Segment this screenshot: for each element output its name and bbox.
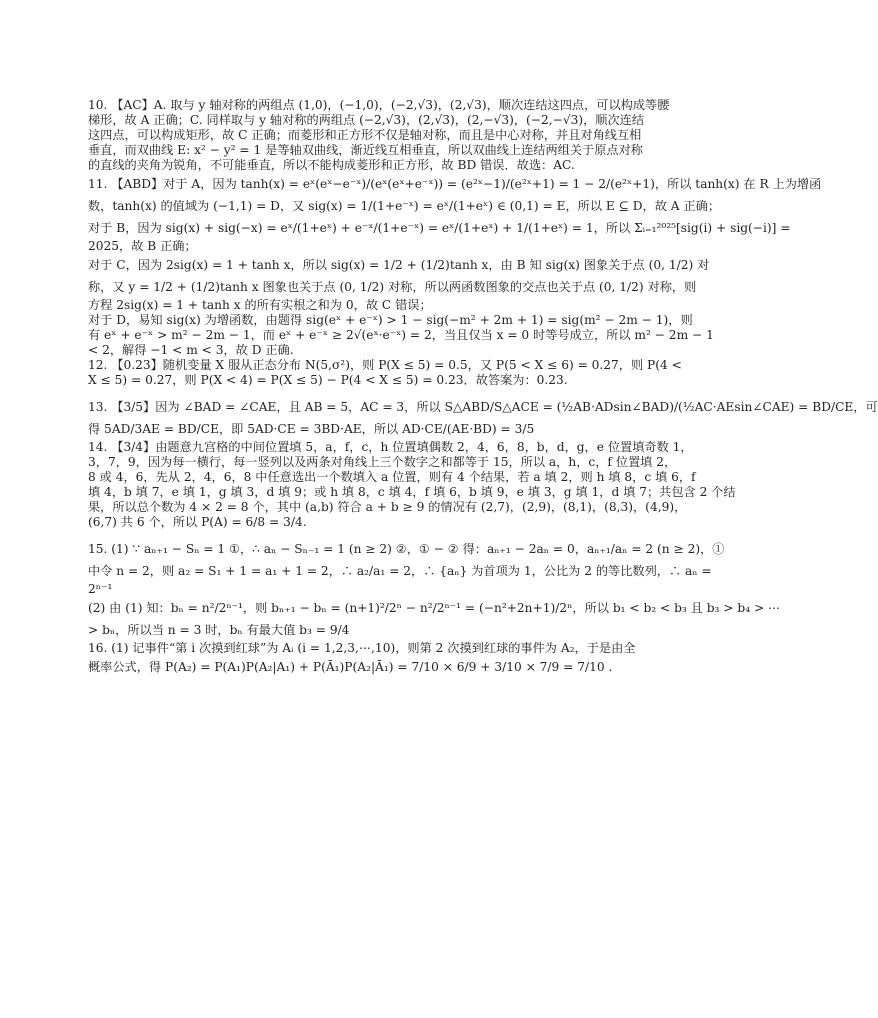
text-line: 数，tanh(x) 的值域为 (−1,1) = D，又 sig(x) = 1/(1+e⁻ˣ) = eˣ/(1+eˣ) ∈ (0,1) = E，所以 E ⊆ D，故 A 正确； — [88, 199, 721, 213]
text-line: 14. 【3/4】由题意九宫格的中间位置填 5，a，f，c，h 位置填偶数 2，4，6，8，b，d，g，e 位置填奇数 1， — [88, 440, 693, 454]
text-line: 填 4，b 填 7，e 填 1，g 填 3，d 填 9；或 h 填 8，c 填 4，f 填 6，b 填 9，e 填 3，g 填 1，d 填 7；共包含 2 个结 — [88, 485, 736, 499]
text-line: 12. 【0.23】随机变量 X 服从正态分布 N(5,σ²)，则 P(X ≤ 5) = 0.5，又 P(5 < X ≤ 6) = 0.27，则 P(4 < — [88, 358, 682, 372]
text-line: 有 eˣ + e⁻ˣ > m² − 2m − 1，而 eˣ + e⁻ˣ ≥ 2√(eˣ·e⁻ˣ) = 2，当且仅当 x = 0 时等号成立，所以 m² − 2m − 1 — [88, 328, 714, 342]
text-line: 2ⁿ⁻¹ — [88, 582, 113, 596]
text-line: (6,7) 共 6 个，所以 P(A) = 6/8 = 3/4. — [88, 515, 307, 529]
text-line: < 2，解得 −1 < m < 3，故 D 正确. — [88, 343, 294, 357]
text-line: 10. 【AC】A. 取与 y 轴对称的两组点 (1,0)，(−1,0)，(−2,√3)，(2,√3)，顺次连结这四点，可以构成等腰 — [88, 98, 670, 112]
text-line: 15. (1) ∵ aₙ₊₁ − Sₙ = 1 ①，∴ aₙ − Sₙ₋₁ = 1 (n ≥ 2) ②，① − ② 得：aₙ₊₁ − 2aₙ = 0，aₙ₊₁/aₙ = 2 (n ≥ 2)，① — [88, 542, 725, 556]
text-line: 13. 【3/5】因为 ∠BAD = ∠CAE，且 AB = 5，AC = 3，所以 S△ABD/S△ACE = (½AB·ADsin∠BAD)/(½AC·AEsin∠CAE) = BD/CE，可 — [88, 400, 878, 414]
text-line: 16. (1) 记事件“第 i 次摸到红球”为 Aᵢ (i = 1,2,3,⋯,10)，则第 2 次摸到红球的事件为 A₂，于是由全 — [88, 641, 636, 655]
text-line: 得 5AD/3AE = BD/CE，即 5AD·CE = 3BD·AE，所以 AD·CE/(AE·BD) = 3/5 — [88, 422, 535, 436]
spacer — [88, 530, 638, 538]
text-line: 垂直，而双曲线 E: x² − y² = 1 是等轴双曲线，渐近线互相垂直，所以双曲线上连结两组关于原点对称 — [88, 143, 643, 157]
text-line: 对于 D，易知 sig(x) 为增函数，由题得 sig(eˣ + e⁻ˣ) > 1 − sig(−m² + 2m + 1) = sig(m² − 2m − 1)，则 — [88, 313, 693, 327]
text-line: 8 或 4，6，先从 2，4，6，8 中任意选出一个数填入 a 位置，则有 4 个结果，若 a 填 2，则 h 填 8，c 填 6，f — [88, 470, 696, 484]
text-line: X ≤ 5) = 0.27，则 P(X < 4) = P(X ≤ 5) − P(4 < X ≤ 5) = 0.23．故答案为：0.23. — [88, 373, 568, 387]
text-line: 3，7，9，因为每一横行，每一竖列以及两条对角线上三个数字之和都等于 15，所以 a，h，c，f 位置填 2， — [88, 455, 677, 469]
text-line: 的直线的夹角为锐角，不可能垂直，所以不能构成菱形和正方形，故 BD 错误．故选：AC. — [88, 158, 575, 172]
answer-page — [88, 98, 878, 678]
text-line: 11. 【ABD】对于 A，因为 tanh(x) = eˣ(eˣ−e⁻ˣ)/(eˣ(eˣ+e⁻ˣ)) = (e²ˣ−1)/(e²ˣ+1) = 1 − 2/(e²ˣ+1)，所以 tanh(x) 在 R 上为增函 — [88, 177, 822, 191]
text-line: 对于 C，因为 2sig(x) = 1 + tanh x，所以 sig(x) = 1/2 + (1/2)tanh x，由 B 知 sig(x) 图象关于点 (0, 1/2) 对 — [88, 258, 710, 272]
text-line: 2025，故 B 正确； — [88, 239, 197, 253]
text-line: 梯形，故 A 正确；C. 同样取与 y 轴对称的两组点 (−2,√3)，(2,√3)，(2,−√3)，(−2,−√3)，顺次连结 — [88, 113, 645, 127]
text-line: 中令 n = 2，则 a₂ = S₁ + 1 = a₁ + 1 = 2，∴ a₂/a₁ = 2，∴ {aₙ} 为首项为 1，公比为 2 的等比数列，∴ aₙ = — [88, 564, 712, 578]
text-line: 对于 B，因为 sig(x) + sig(−x) = eˣ/(1+eˣ) + e⁻ˣ/(1+e⁻ˣ) = eˣ/(1+eˣ) + 1/(1+eˣ) = 1，所以 Σᵢ₌₁²⁰²⁵[sig(i) + sig(−i)] = — [88, 221, 791, 235]
text-line: 果，所以总个数为 4 × 2 = 8 个，其中 (a,b) 符合 a + b ≥ 9 的情况有 (2,7)，(2,9)，(8,1)，(8,3)，(4,9)， — [88, 500, 687, 514]
text-line: > bₙ，所以当 n = 3 时，bₙ 有最大值 b₃ = 9/4 — [88, 623, 350, 637]
text-line: 方程 2sig(x) = 1 + tanh x 的所有实根之和为 0，故 C 错误； — [88, 298, 432, 312]
text-line: 概率公式，得 P(A₂) = P(A₁)P(A₂|A₁) + P(Ā₁)P(A₂|Ā₁) = 7/10 × 6/9 + 3/10 × 7/9 = 7/10 . — [88, 660, 613, 674]
text-line: 这四点，可以构成矩形，故 C 正确；而菱形和正方形不仅是轴对称，而且是中心对称，并且对角线互相 — [88, 128, 642, 142]
spacer — [88, 388, 638, 396]
text-line: 称，又 y = 1/2 + (1/2)tanh x 图象也关于点 (0, 1/2) 对称，所以两函数图象的交点也关于点 (0, 1/2) 对称，则 — [88, 280, 697, 294]
text-line: (2) 由 (1) 知：bₙ = n²/2ⁿ⁻¹，则 bₙ₊₁ − bₙ = (n+1)²/2ⁿ − n²/2ⁿ⁻¹ = (−n²+2n+1)/2ⁿ，所以 b₁ < b₂ < b₃ 且 b₃ > b₄ > ⋯ — [88, 601, 781, 615]
